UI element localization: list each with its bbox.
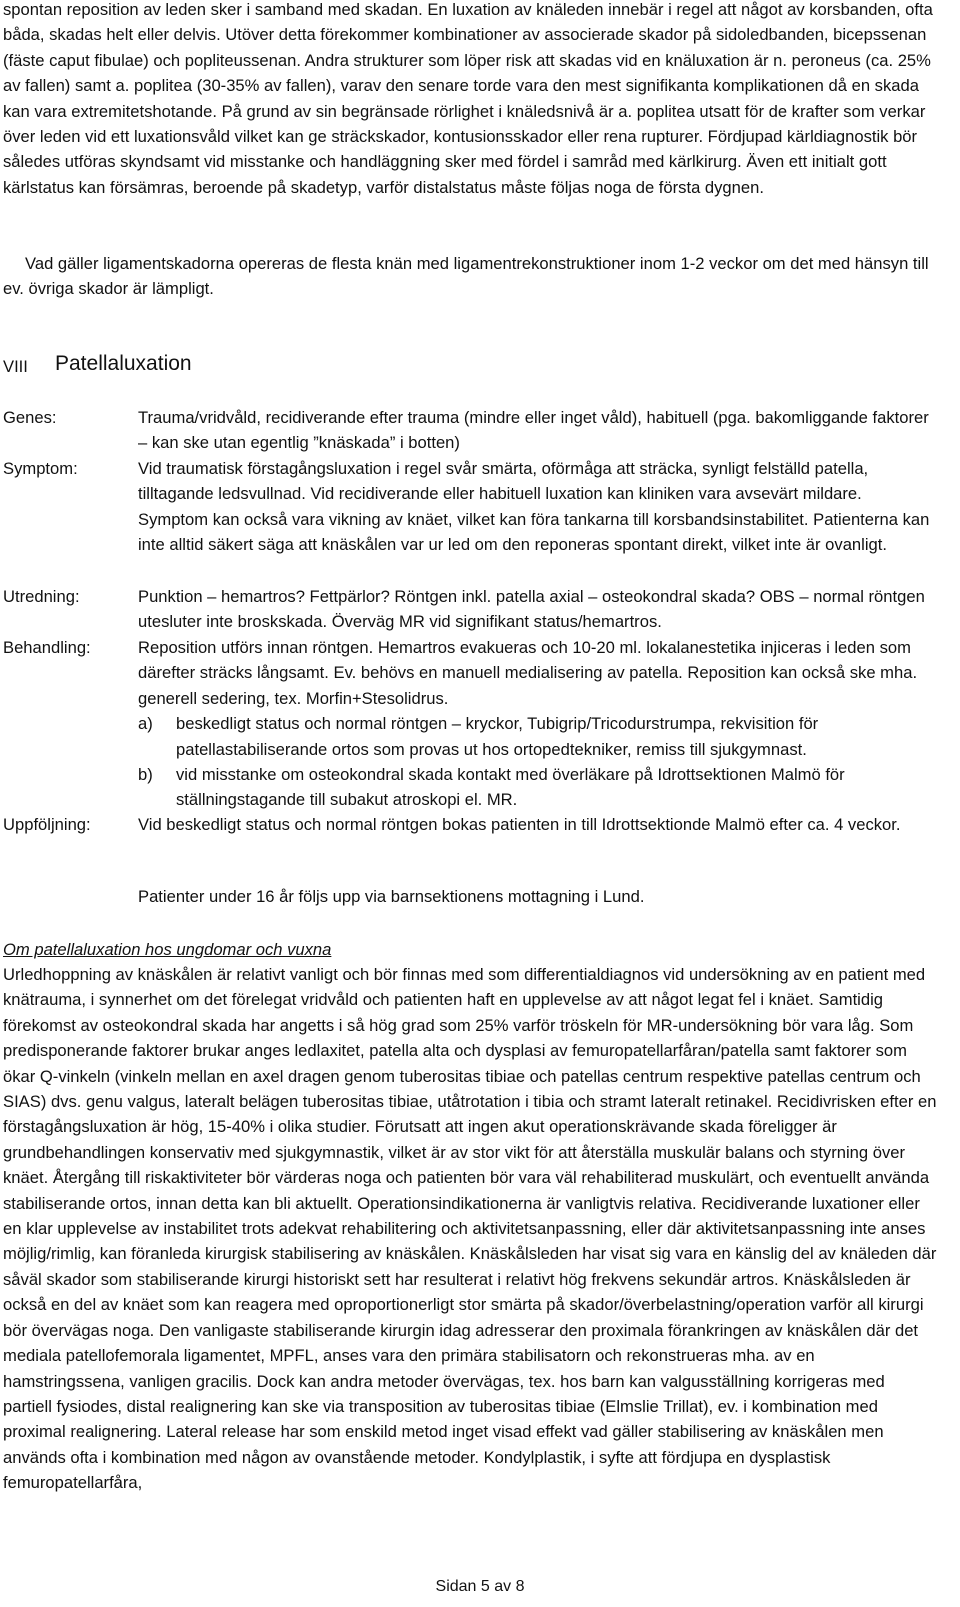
subsection-title: Om patellaluxation hos ungdomar och vuxna xyxy=(3,940,332,959)
section-number: VIII xyxy=(3,357,28,376)
list-item-text: vid misstanke om osteokondral skada kontakt med överläkare på Idrottsektionen Malmö för ställningstagande till subakut atroskopi el. MR. xyxy=(176,765,845,810)
section-title: Patellaluxation xyxy=(55,352,192,375)
subsection-body: Urledhoppning av knäskålen är relativt vanligt och bör finnas med som differentialdiagnos vid undersökning av en patient med knätrauma, i synnerhet om det förelegat vridvåld och patienten haft en upplevelse av att något legat fel i knäet. Samtidig förekomst av osteokondral skada har angetts i så hög grad som 25% varför tröskeln för MR-undersökning bör vara låg. Som predisponerande faktorer brukar anges ledlaxitet, patella alta och dysplasi av femuropatellarfåran/patella samt faktorer som ökar Q-vinkeln (vinkeln mellan en axel dragen genom tuberositas tibiae och patellas centrum respektive patellas centrum och SIAS) dvs. genu valgus, lateralt belägen tuberositas tibiae, utåtrotation i tibia och stramt lateralt retinakel. Recidivrisken efter en förstagångsluxation är hög, 15-40% i olika studier. Förutsatt att ingen akut operationskrävande skada föreligger är grundbehandlingen konservativ med sjukgymnastik, vilket är av stor vikt för att återställa muskulär balans och styrning över knäet. Återgång till riskaktiviteter bör värderas noga och patienten bör vara väl rehabiliterad muskulärt, och eventuellt använda stabiliserande ortos, innan detta kan bli aktuellt. Operationsindikationerna är vanligtvis relativa. Recidiverande luxationer eller en klar upplevelse av instabilitet trots adekvat rehabilitering och aktivitetsanpassning, eller där aktivitetsanpassning inte anses möjlig/rimlig, kan föranleda kirurgisk stabilisering av knäskålen. Knäskålsleden har visat sig vara en känslig del av knäleden där såväl skador som stabiliserande kirurgi historiskt sett har resulterat i relativt hög frekvens sekundär artros. Knäskålsleden är också en del av knäet som kan reagera med oproportionerligt stor smärta på skador/överbelastning/operation varför all kirurgi bör övervägas noga. Den vanligaste stabiliserande kirurgin idag adresserar den proximala förankringen av knäskålen där det mediala patellofemorala ligamentet, MPFL, anses vara den primära stabilisatorn och rekonstrueras mha. av en hamstringssena, vanligen gracilis. Dock kan andra metoder övervägas, tex. hos barn kan valgusställning korrigeras med partiell fysiodes, distal realignering kan ske via transposition av tuberositas tibiae (Elmslie Trillat), ev. i kombination med proximal realignering. Lateral release har som enskild metod inget visad effekt vad gäller stabilisering av knäskålen men används ofta i kombination med någon av ovanstående metoder. Kondylplastik, i syfte att fördjupa en dysplastisk femuropatellarfåra, xyxy=(3,965,937,1493)
field-value xyxy=(138,635,936,813)
intro-paragraph-2: Vad gäller ligamentskadorna opereras de flesta knän med ligamentrekonstruktioner inom 1-2 veckor om det med hänsyn till ev. övriga skador är lämpligt. xyxy=(3,254,929,299)
field-value: Trauma/vridvåld, recidiverande efter trauma (mindre eller inget våld), habituell (pga. bakomliggande faktorer – kan ske utan egentlig ”knäskada” i botten) xyxy=(138,408,929,453)
behandling-text: Reposition utförs innan röntgen. Hemartros evakueras och 10-20 ml. lokalanestetika injiceras i leden som därefter sträcks långsamt. Ev. behövs en manuell medialisering av patella. Reposition kan också ske mha. generell sedering, tex. Morfin+Stesolidrus. xyxy=(138,638,918,708)
field-label: Symptom: xyxy=(3,459,78,478)
list-item-text: beskedligt status och normal röntgen – kryckor, Tubigrip/Tricodurstrumpa, rekvisition för patellastabiliserande ortos som provas ut hos ortopedtekniker, remiss till sjukgymnast. xyxy=(176,714,819,759)
list-marker: b) xyxy=(138,765,153,785)
field-label: Uppföljning: xyxy=(3,815,91,834)
page-footer: Sidan 5 av 8 xyxy=(435,1578,525,1595)
behandling-item-b xyxy=(138,762,936,813)
field-label: Utredning: xyxy=(3,587,80,606)
field-value: Punktion – hemartros? Fettpärlor? Röntgen inkl. patella axial – osteokondral skada? OBS – normal röntgen utesluter inte broskskada. Överväg MR vid signifikant status/hemartros. xyxy=(138,587,925,632)
field-label: Behandling: xyxy=(3,638,91,657)
intro-paragraph-1: spontan reposition av leden sker i samband med skadan. En luxation av knäleden innebär i regel att något av korsbanden, ofta båda, skadas helt eller delvis. Utöver detta förekommer kombinationer av associerade skador på sidoledbanden, bicepssenan (fäste caput fibulae) och popliteussenan. Andra strukturer som löper risk att skadas vid en knäluxation är n. peroneus (ca. 25% av fallen) samt a. poplitea (30-35% av fallen), varav den senare torde vara den mest signifikanta komplikationen då en skada kan vara extremitetshotande. På grund av sin begränsade rörlighet i knäledsnivå är a. poplitea utsatt för de krafter som verkar över leden vid ett luxationsvåld vilket kan ge sträckskador, kontusionsskador eller rena rupturer. Fördjupad kärldiagnostik bör således utföras skyndsamt vid misstanke och handläggning sker med fördel i samråd med kärlkirurg. Även ett initialt gott kärlstatus kan försämras, beroende på skadetyp, varför distalstatus måste följas noga de första dygnen. xyxy=(3,0,933,197)
note-barnsektion: Patienter under 16 år följs upp via barnsektionens mottagning i Lund. xyxy=(138,887,645,906)
behandling-item-a xyxy=(138,711,936,762)
field-value: Vid beskedligt status och normal röntgen bokas patienten in till Idrottsektionde Malmö efter ca. 4 veckor. xyxy=(138,815,901,834)
field-label: Genes: xyxy=(3,408,57,427)
list-marker: a) xyxy=(138,714,153,734)
field-value: Vid traumatisk förstagångsluxation i regel svår smärta, oförmåga att sträcka, synligt felställd patella, tilltagande ledsvullnad. Vid recidiverande eller habituell luxation kan kliniken vara avsevärt mildare. Symptom kan också vara vikning av knäet, vilket kan föra tankarna till korsbandsinstabilitet. Patienterna kan inte alltid säkert säga att knäskålen var ur led om den reponeras spontant direkt, vilket inte är ovanligt. xyxy=(138,459,930,555)
